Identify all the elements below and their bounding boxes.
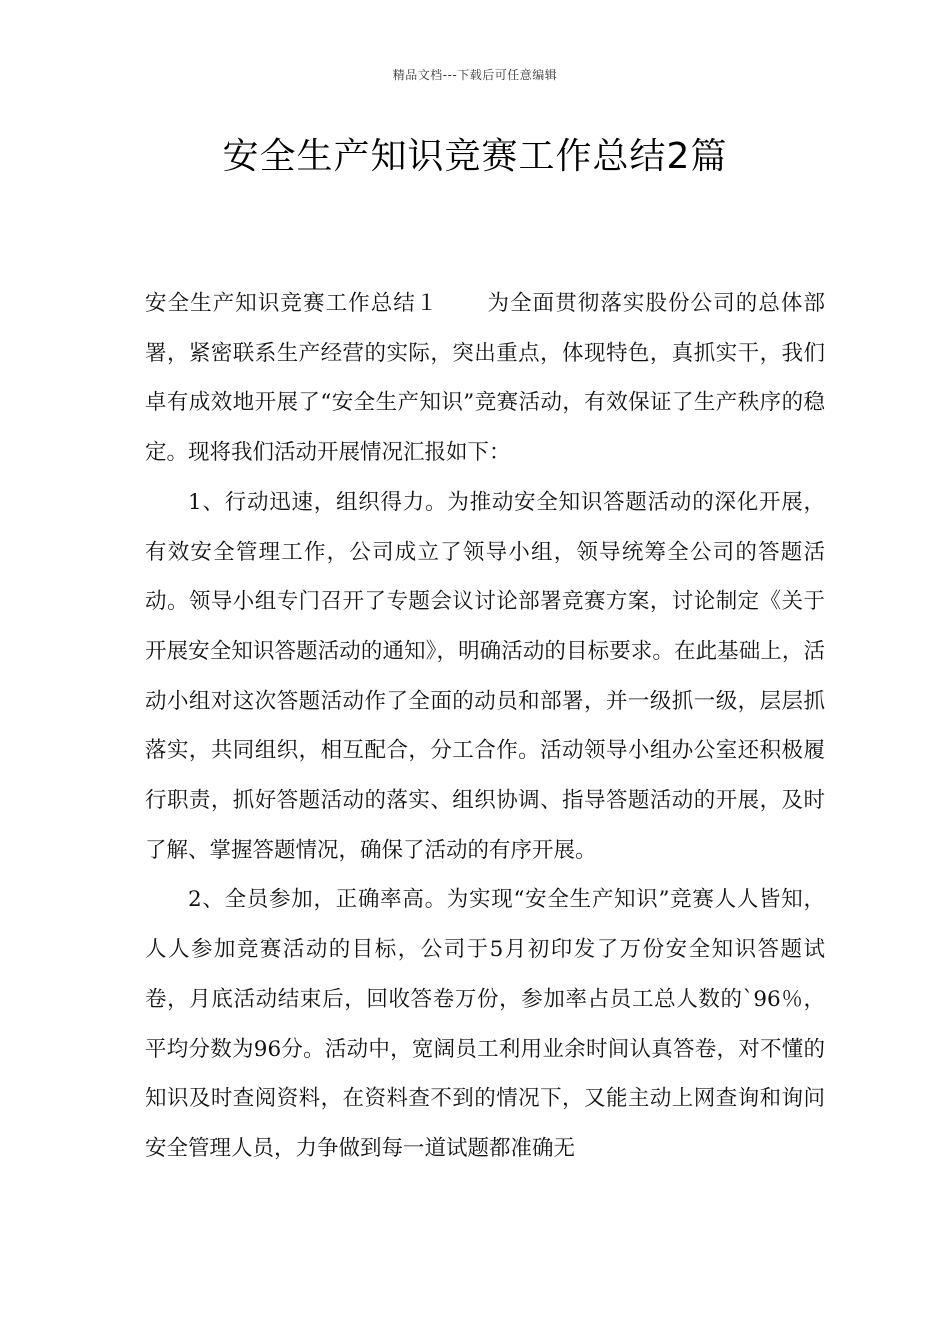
page-title: 安全生产知识竞赛工作总结2篇 xyxy=(222,136,728,177)
paragraph-section-1: 1、行动迅速，组织得力。为推动安全知识答题活动的深化开展，有效安全管理工作，公司成立了领导小组，领导统筹全公司的答题活动。领导小组专门召开了专题会议讨论部署竞赛方案，讨论制定《关于开展安全知识答题活动的通知》，明确活动的目标要求。在此基础上，活动小组对这次答题活动作了全面的动员和部署，并一级抓一级，层层抓落实，共同组织，相互配合，分工合作。活动领导小组办公室还积极履行职责，抓好答题活动的落实、组织协调、指导答题活动的开展，及时了解、掌握答题情况，确保了活动的有序开展。 xyxy=(145,489,825,863)
document-body xyxy=(145,279,825,1174)
paragraph-text: 为全面贯彻落实股份公司的总体部署，紧密联系生产经营的实际，突出重点，体现特色，真抓实干，我们卓有成效地开展了“安全生产知识”竞赛活动，有效保证了生产秩序的稳定。现将我们活动开展情况汇报如下： xyxy=(145,291,825,466)
header-note: 精品文档---下载后可任意编辑 xyxy=(392,68,558,82)
intro-heading: 安全生产知识竞赛工作总结１ xyxy=(145,291,439,316)
paragraph-section-2: 2、全员参加，正确率高。为实现“安全生产知识”竞赛人人皆知，人人参加竞赛活动的目标，公司于5月初印发了万份安全知识答题试卷，月底活动结束后，回收答卷万份，参加率占员工总人数的`96％，平均分数为96分。活动中，宽阔员工利用业余时间认真答卷，对不懂的知识及时查阅资料，在资料查不到的情况下，又能主动上网查询和询问安全管理人员，力争做到每一道试题都准确无 xyxy=(145,887,825,1161)
paragraph-intro xyxy=(145,279,825,478)
